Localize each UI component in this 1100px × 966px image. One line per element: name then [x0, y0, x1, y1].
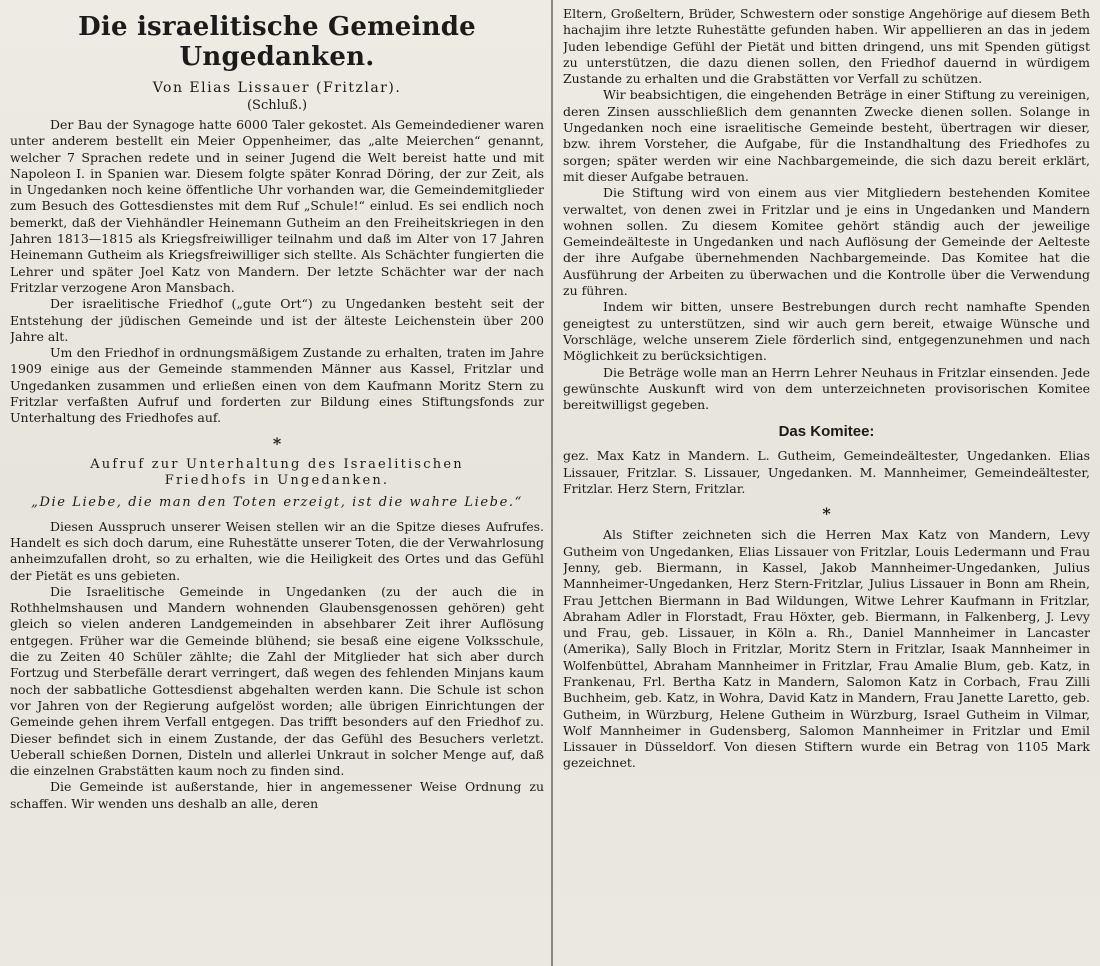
aufruf-paragraph: Wir beabsichtigen, die eingehenden Beträge in einer Stiftung zu vereinigen, deren Zinsen ausschließlich dem genannten Zwecke dienen sollen. Solange in Ungedanken noch eine israelitische Gemeinde besteht, übertragen wir dieser, bzw. ihrem Vorsteher, die Aufgabe, für die Instandhaltung des Friedhofes zu sorgen; später werden wir eine Nachbargemeinde, die sich dazu bereit erklärt, mit dieser Aufgabe betrauen.	[563, 87, 1090, 184]
aufruf-paragraph: Indem wir bitten, unsere Bestrebungen durch recht namhafte Spenden geneigtest zu unterstützen, sind wir auch gern bereit, etwaige Wünsche und Vorschläge, welche unserem Ziele förderlich sind, entgegenzunehmen und nach Möglichkeit zu berücksichtigen.	[563, 299, 1090, 364]
aufruf-paragraph: Diesen Ausspruch unserer Weisen stellen wir an die Spitze dieses Aufrufes. Handelt es sich doch darum, eine Ruhestätte unserer Toten, die der Verwahrlosung anheimzufallen droht, so zu erhalten, wie die Heiligkeit des Ortes und das Gefühl der Pietät es uns gebieten.	[10, 518, 544, 583]
column-divider	[551, 0, 553, 966]
aufruf-motto: „Die Liebe, die man den Toten erzeigt, ist die wahre Liebe.“	[31, 494, 523, 510]
aufruf-paragraph: Die Beträge wolle man an Herrn Lehrer Neuhaus in Fritzlar einsenden. Jede gewünschte Auskunft wird von dem unterzeichneten provisorischen Komitee bereitwilligst gegeben.	[563, 364, 1090, 413]
aufruf-paragraph: Die Israelitische Gemeinde in Ungedanken (zu der auch die in Rothhelmshausen und Mandern wohnenden Glaubensgenossen gehören) geht gleich so vielen anderen Landgemeinden in absehbarer Zeit ihrer Auflösung entgegen. Früher war die Gemeinde blühend; sie besaß eine eigene Volksschule, die zu Zeiten 40 Schüler zählte; die Zahl der Mitglieder hat sich aber durch Fortzug und Sterbefälle derart verringert, daß wegen des fehlenden Minjans kaum noch der sabbatliche Gottesdienst abgehalten werden kann. Die Schule ist schon vor Jahren von der Regierung aufgelöst worden; alle übrigen Einrichtungen der Gemeinde gehen ihrem Verfall entgegen. Das trifft besonders auf den Friedhof zu. Dieser befindet sich in einem Zustande, der das Gefühl des Besuchers verletzt. Ueberall schießen Dornen, Disteln und allerlei Unkraut in solcher Menge auf, daß die einzelnen Grabstätten kaum noch zu finden sind.	[10, 583, 544, 779]
aufruf-paragraph-continued: Eltern, Großeltern, Brüder, Schwestern oder sonstige Angehörige auf diesem Beth hachajim ihre letzte Ruhestätte gefunden haben. Wir appellieren an das in jedem Juden lebendige Gefühl der Pietät und bitten dringend, uns mit Spenden gütigst zu unterstützen, die dazu dienen sollen, den Friedhof dauernd in würdigem Zustande zu erhalten und die Grabstätten vor Verfall zu schützen.	[563, 6, 1090, 87]
section-separator: *	[272, 433, 282, 453]
article-subhead: (Schluß.)	[246, 98, 308, 113]
right-column	[563, 6, 1090, 962]
paragraph-friedhof: Der israelitische Friedhof („gute Ort“) zu Ungedanken besteht seit der Entstehung der jüdischen Gemeinde und ist der älteste Leichenstein über 200 Jahre alt.	[10, 296, 544, 344]
article-title: Die israelitische Gemeinde Ungedanken.	[78, 12, 476, 72]
paragraph-synagogue: Der Bau der Synagoge hatte 6000 Taler gekostet. Als Gemeindediener waren unter anderem bestellt ein Meier Oppenheimer, das „alte Meierchen“ genannt, welcher 7 Sprachen redete und in seiner Jugend die Welt bereist hatte und mit Napoleon I. in Spanien war. Diesem folgte später Konrad Döring, der zur Zeit, als in Ungedanken noch keine öffentliche Uhr vorhanden war, die Gemeindemitglieder zum Besuch des Gottesdienstes mit dem Ruf „Schule!“ einlud. Es sei endlich noch bemerkt, daß der Viehhändler Heinemann Gutheim an den Freiheitskriegen in den Jahren 1813—1815 als Kriegsfreiwilliger teilnahm und daß im Alter von 17 Jahren Heinemann Gutheim als Kriegsfreiwilliger sich stellte. Als Schächter fungierten die Lehrer und später Joel Katz von Mandern. Der letzte Schächter war der nach Fritzlar verzogene Aron Mansbach.	[10, 117, 544, 295]
aufruf-paragraph: Die Stiftung wird von einem aus vier Mitgliedern bestehenden Komitee verwaltet, von denen zwei in Fritzlar und je eins in Ungedanken und Mandern wohnen sollen. Zu diesem Komitee gehört ständig auch der jeweilige Gemeindeälteste in Ungedanken und nach Auflösung der Gemeinde der Aelteste der ihre Aufgabe übernehmenden Nachbargemeinde. Das Komitee hat die Ausführung der Arbeiten zu überwachen und die Kontrolle über die Verwendung zu führen.	[563, 185, 1090, 299]
paragraph-stiftung: Um den Friedhof in ordnungsmäßigem Zustande zu erhalten, traten im Jahre 1909 einige aus der Gemeinde stammenden Männer aus Kassel, Fritzlar und Ungedanken zusammen und erließen einen von dem Kaufmann Moritz Stern zu Fritzlar verfaßten Aufruf und forderten zur Bildung eines Stiftungsfonds zur Unterhaltung des Friedhofes auf.	[10, 345, 544, 426]
aufruf-title-line1: Aufruf zur Unterhaltung des Israelitischen	[90, 456, 464, 472]
aufruf-paragraph: Die Gemeinde ist außerstande, hier in angemessener Weise Ordnung zu schaffen. Wir wenden uns deshalb an alle, deren	[10, 779, 544, 811]
komitee-signers: gez. Max Katz in Mandern. L. Gutheim, Gemeindeältester, Ungedanken. Elias Lissauer, Fritzlar. S. Lissauer, Ungedanken. M. Mannheimer, Gemeindeältester, Fritzlar. Herz Stern, Fritzlar.	[563, 448, 1090, 497]
aufruf-title-line2: Friedhofs in Ungedanken.	[164, 472, 390, 488]
section-separator: *	[822, 504, 831, 524]
donors-paragraph: Als Stifter zeichneten sich die Herren Max Katz von Mandern, Levy Gutheim von Ungedanken, Elias Lissauer von Fritzlar, Louis Ledermann und Frau Jenny, geb. Biermann, in Kassel, Jakob Mannheimer-Ungedanken, Julius Mannheimer-Ungedanken, Herz Stern-Fritzlar, Julius Lissauer in Bonn am Rhein, Frau Jettchen Biermann in Bad Wildungen, Witwe Lehrer Kaufmann in Fritzlar, Abraham Adler in Florstadt, Frau Höxter, geb. Biermann, in Falkenberg, J. Levy und Frau, geb. Lissauer, in Köln a. Rh., Daniel Mannheimer in Lancaster (Amerika), Sally Bloch in Fritzlar, Moritz Stern in Fritzlar, Isaak Mannheimer in Wolfenbüttel, Abraham Mannheimer in Fritzlar, Frau Amalie Blum, geb. Katz, in Frankenau, Frl. Bertha Katz in Mandern, Salomon Katz in Corbach, Frau Zilli Buchheim, geb. Katz, in Wohra, David Katz in Mandern, Frau Janette Laretto, geb. Gutheim, in Würzburg, Helene Gutheim in Würzburg, Israel Gutheim in Vilmar, Wolf Mannheimer in Gudensberg, Salomon Mannheimer in Fritzlar und Emil Lissauer in Düsseldorf. Von diesen Stiftern wurde ein Betrag von 1105 Mark gezeichnet.	[563, 527, 1090, 771]
komitee-heading: Das Komitee:	[778, 423, 875, 441]
left-column	[10, 6, 544, 962]
article-byline: Von Elias Lissauer (Fritzlar).	[152, 80, 402, 96]
aufruf-title	[10, 457, 544, 489]
